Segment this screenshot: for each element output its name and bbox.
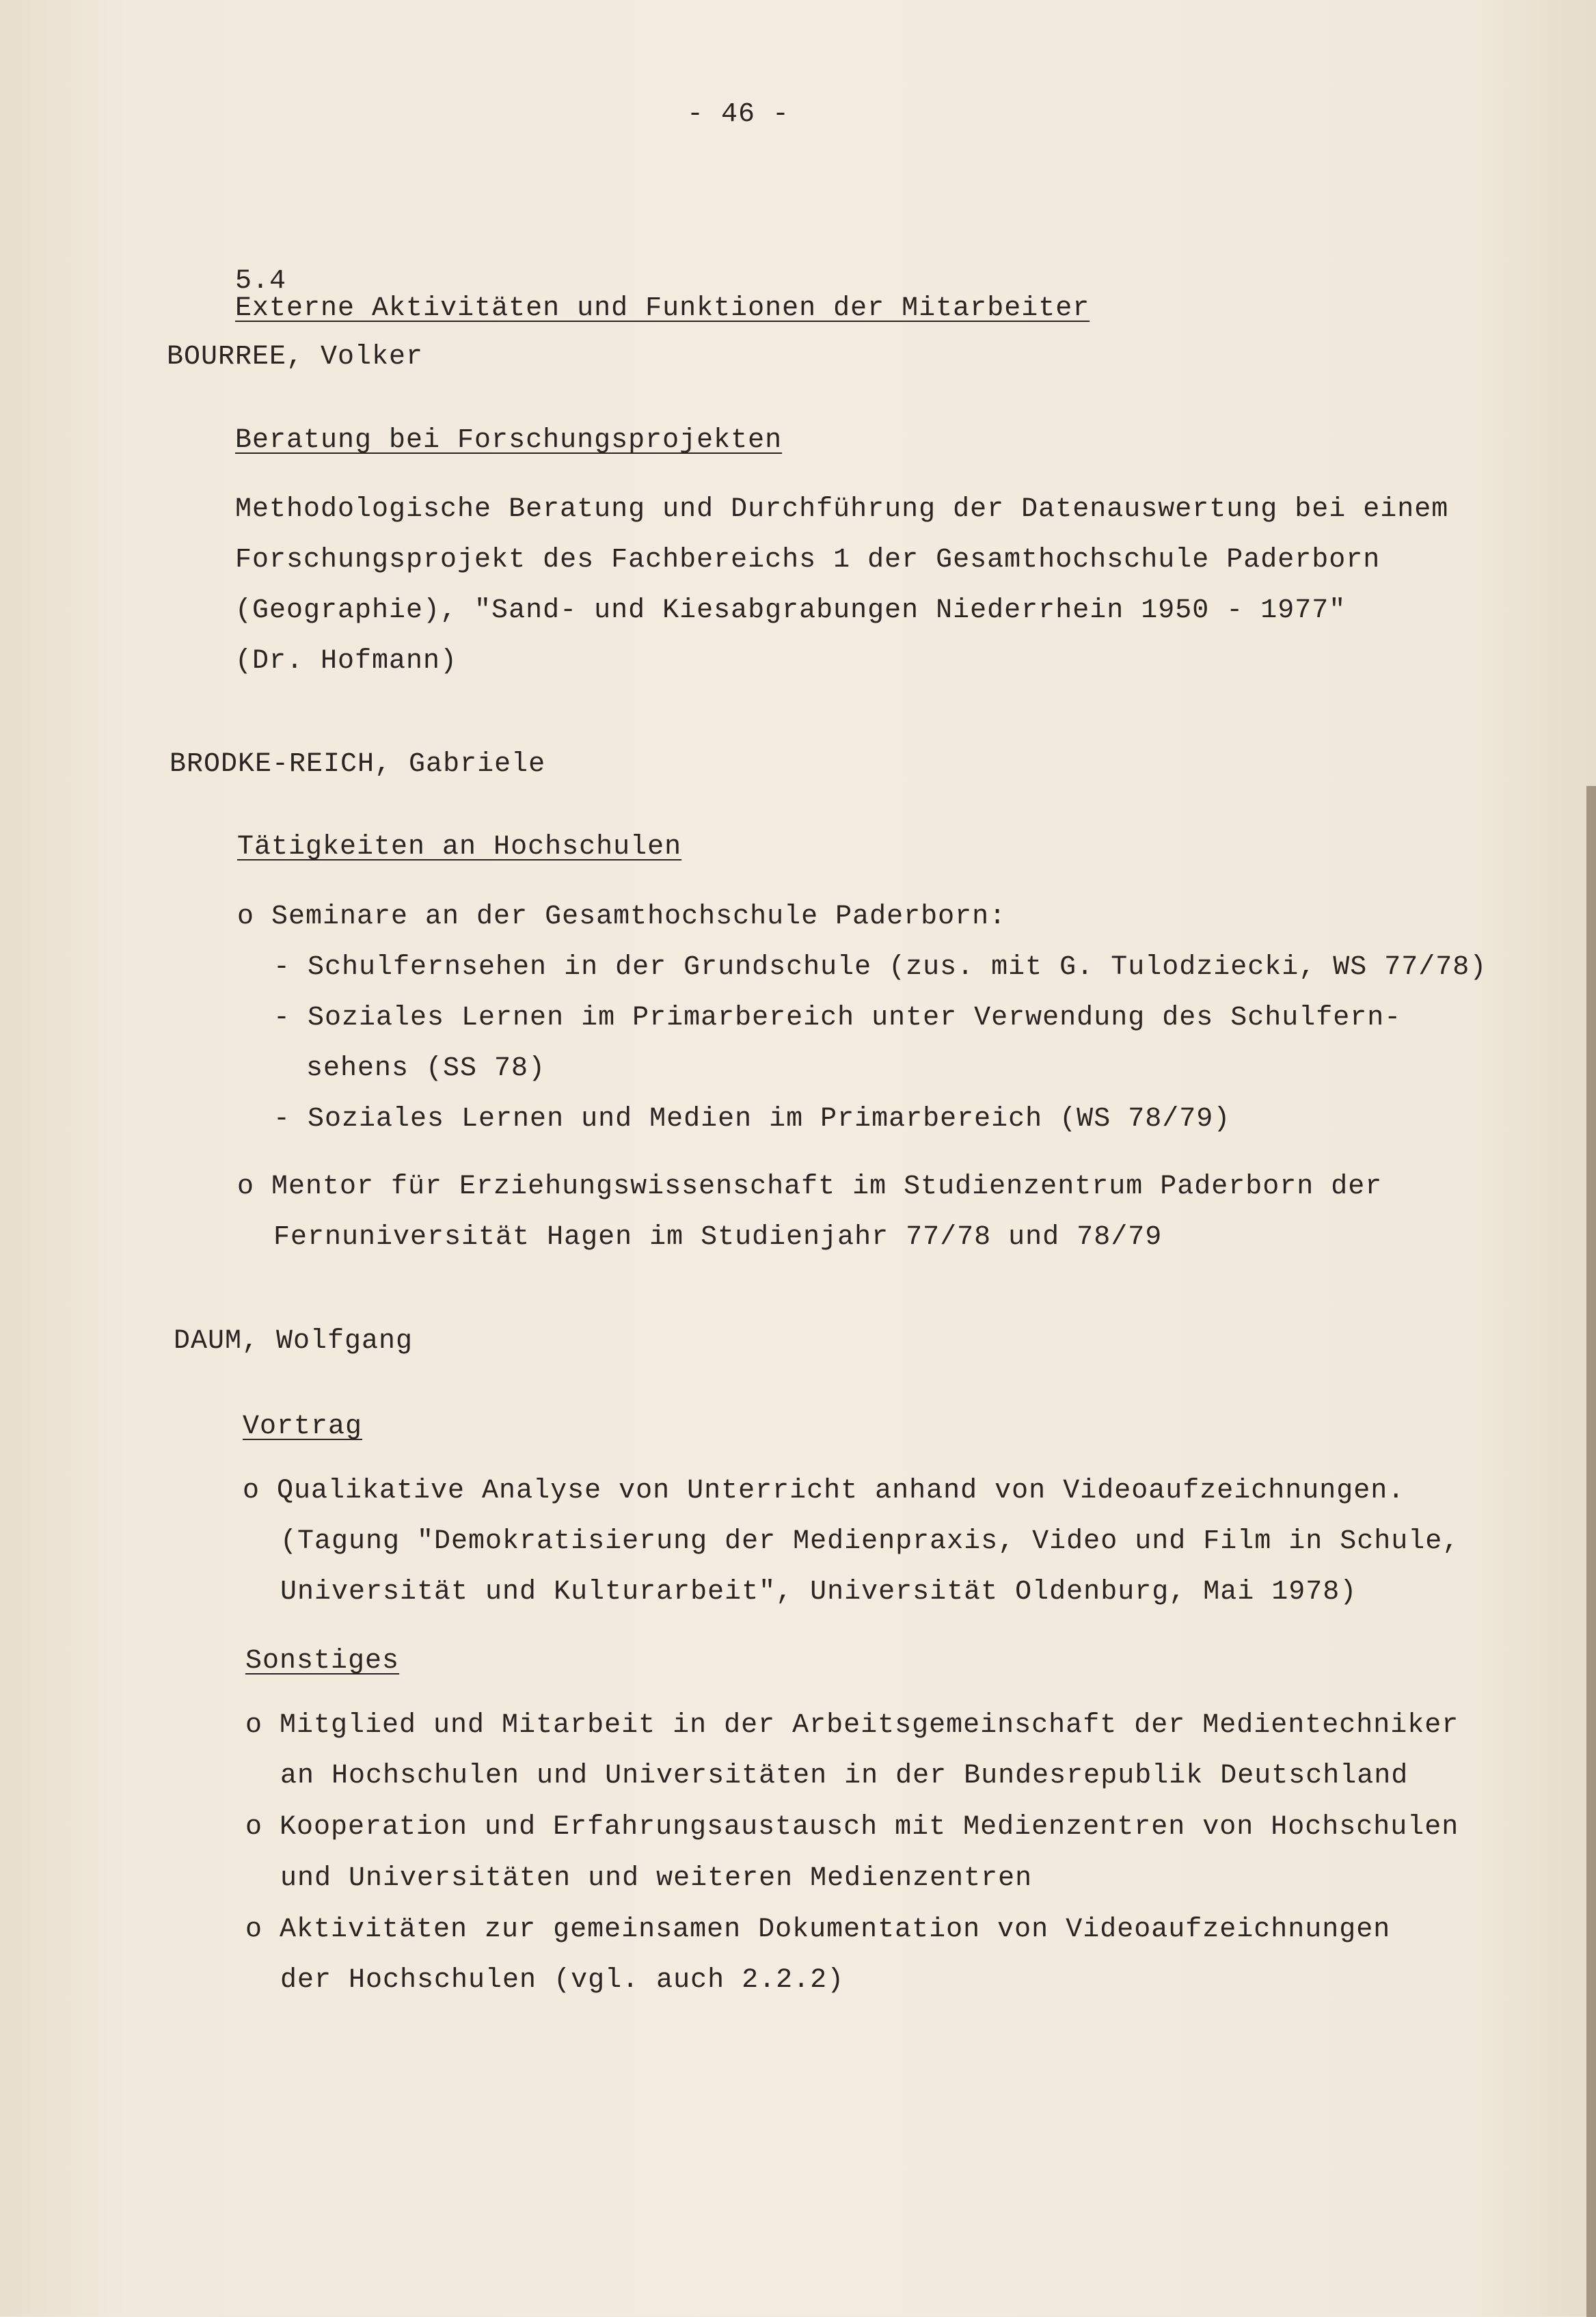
person-name: DAUM, Wolfgang (174, 1326, 414, 1357)
page-edge-shadow (1586, 786, 1596, 2317)
list-item: o Kooperation und Erfahrungsaustausch mit Medienzentren von Hochschulen (245, 1812, 1459, 1843)
list-item: Universität und Kulturarbeit", Universität Oldenburg, Mai 1978) (280, 1577, 1357, 1608)
subsection-heading: Sonstiges (245, 1646, 400, 1677)
body-line: Forschungsprojekt des Fachbereichs 1 der Gesamthochschule Paderborn (235, 545, 1381, 575)
list-item: - Schulfernsehen in der Grundschule (zus. mit G. Tulodziecki, WS 77/78) (273, 952, 1487, 983)
list-item: o Mitglied und Mitarbeit in der Arbeitsgemeinschaft der Medientechniker (245, 1710, 1459, 1741)
list-item: o Aktivitäten zur gemeinsamen Dokumentation von Videoaufzeichnungen (245, 1914, 1391, 1945)
list-item: o Seminare an der Gesamthochschule Paderborn: (237, 902, 1007, 932)
list-item: o Qualikative Analyse von Unterricht anhand von Videoaufzeichnungen. (243, 1476, 1405, 1506)
section-number: 5.4 (235, 266, 287, 297)
list-item: an Hochschulen und Universitäten in der Bundesrepublik Deutschland (280, 1761, 1409, 1791)
person-name: BOURREE, Volker (167, 342, 424, 372)
list-item: Fernuniversität Hagen im Studienjahr 77/78 und 78/79 (273, 1222, 1163, 1253)
body-line: Methodologische Beratung und Durchführung der Datenauswertung bei einem (235, 494, 1449, 525)
list-item: (Tagung "Demokratisierung der Medienpraxis, Video und Film in Schule, (280, 1526, 1460, 1557)
list-item: - Soziales Lernen im Primarbereich unter Verwendung des Schulfern- (273, 1003, 1402, 1033)
list-item: der Hochschulen (vgl. auch 2.2.2) (280, 1965, 845, 1996)
list-item: o Mentor für Erziehungswissenschaft im Studienzentrum Paderborn der (237, 1171, 1383, 1202)
list-item: sehens (SS 78) (306, 1053, 546, 1084)
section-title: Externe Aktivitäten und Funktionen der Mitarbeiter (235, 293, 1090, 324)
list-item: und Universitäten und weiteren Medienzentren (280, 1863, 1033, 1894)
subsection-heading: Vortrag (243, 1411, 363, 1442)
person-name: BRODKE-REICH, Gabriele (170, 749, 546, 780)
subsection-heading: Tätigkeiten an Hochschulen (237, 832, 682, 863)
page-number: - 46 - (687, 99, 790, 130)
section-heading (167, 241, 1090, 350)
body-line: (Dr. Hofmann) (235, 646, 458, 677)
subsection-heading: Beratung bei Forschungsprojekten (235, 425, 783, 456)
list-item: - Soziales Lernen und Medien im Primarbereich (WS 78/79) (273, 1104, 1231, 1135)
body-line: (Geographie), "Sand- und Kiesabgrabungen Niederrhein 1950 - 1977" (235, 595, 1347, 626)
